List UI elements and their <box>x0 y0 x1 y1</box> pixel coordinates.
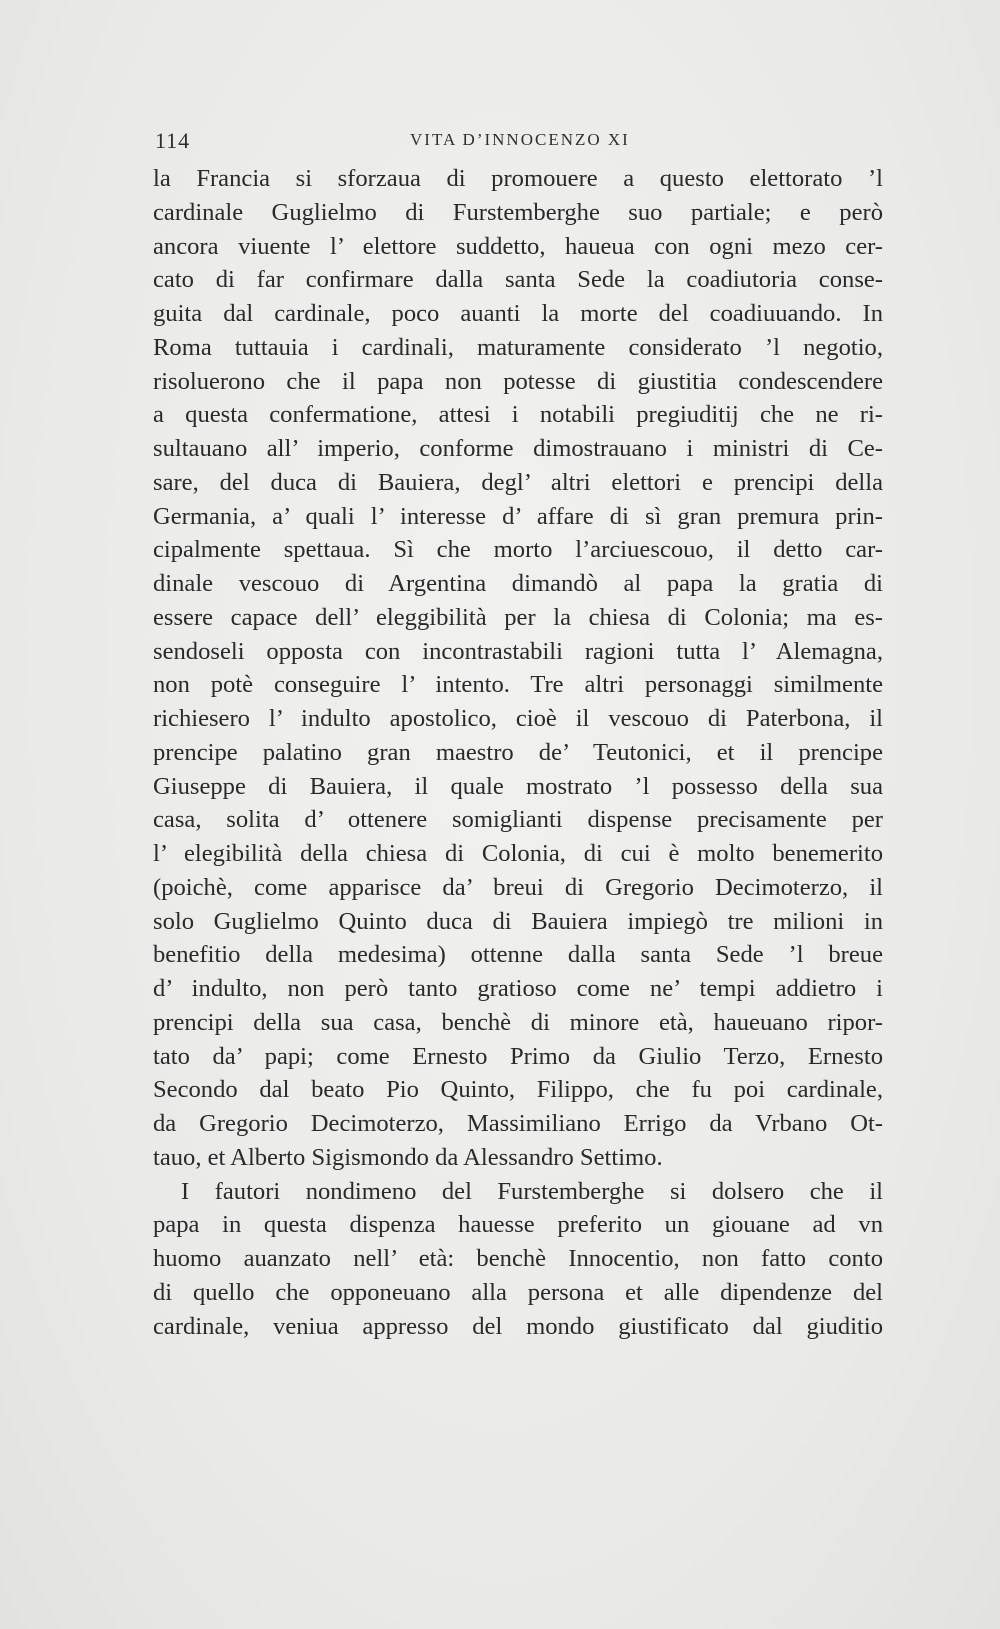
text-line: sendoseli opposta con incontrastabili ragioni tutta l’ Alemagna, <box>153 637 883 665</box>
text-line: ancora viuente l’ elettore suddetto, haueua con ogni mezo cer- <box>153 232 883 260</box>
text-line: casa, solita d’ ottenere somiglianti dispense precisamente per <box>153 806 883 834</box>
paragraph-end-line: tauo, et Alberto Sigismondo da Alessandro Settimo. <box>153 1143 663 1171</box>
text-line: huomo auanzato nell’ età: benchè Innocentio, non fatto conto <box>153 1245 883 1272</box>
text-line: guita dal cardinale, poco auanti la morte del coadiuuando. In <box>153 300 883 327</box>
paragraph-start-line: I fautori nondimeno del Furstemberghe si dolsero che il <box>181 1177 883 1205</box>
text-line: sare, del duca di Bauiera, degl’ altri elettori e prencipi della <box>153 468 883 496</box>
text-line: sultauano all’ imperio, conforme dimostrauano i ministri di Ce- <box>153 435 883 462</box>
text-line: (poichè, come apparisce da’ breui di Gregorio Decimoterzo, il <box>153 873 883 901</box>
text-line: papa in questa dispenza hauesse preferito un giouane ad vn <box>153 1211 883 1239</box>
text-line: cardinale, veniua appresso del mondo giustificato dal giuditio <box>153 1312 883 1340</box>
text-line: solo Guglielmo Quinto duca di Bauiera impiegò tre milioni in <box>153 907 883 935</box>
text-line: cipalmente spettaua. Sì che morto l’arciuescouo, il detto car- <box>153 536 883 564</box>
text-line: a questa confermatione, attesi i notabili pregiuditij che ne ri- <box>153 401 883 429</box>
running-head <box>155 128 880 158</box>
text-line: richiesero l’ indulto apostolico, cioè il vescouo di Paterbona, il <box>153 705 883 732</box>
text-line: prencipi della sua casa, benchè di minore età, haueuano ripor- <box>153 1008 883 1036</box>
text-line: tato da’ papi; come Ernesto Primo da Giulio Terzo, Ernesto <box>153 1042 883 1070</box>
page-number: 114 <box>155 128 191 153</box>
text-line: prencipe palatino gran maestro de’ Teutonici, et il prencipe <box>153 738 883 766</box>
text-line: la Francia si sforzaua di promouere a questo elettorato ’l <box>153 165 883 192</box>
text-line: essere capace dell’ eleggibilità per la chiesa di Colonia; ma es- <box>153 603 883 631</box>
text-line: Secondo dal beato Pio Quinto, Filippo, che fu poi cardinale, <box>153 1076 883 1104</box>
text-line: non potè conseguire l’ intento. Tre altri personaggi similmente <box>153 671 883 699</box>
text-line: dinale vescouo di Argentina dimandò al papa la gratia di <box>153 570 883 597</box>
text-line: di quello che opponeuano alla persona et alle dipendenze del <box>153 1278 883 1306</box>
text-line: Giuseppe di Bauiera, il quale mostrato ’l possesso della sua <box>153 772 883 800</box>
text-line: da Gregorio Decimoterzo, Massimiliano Errigo da Vrbano Ot- <box>153 1110 883 1137</box>
text-line: Germania, a’ quali l’ interesse d’ affare di sì gran premura prin- <box>153 502 883 530</box>
text-line: l’ elegibilità della chiesa di Colonia, di cui è molto benemerito <box>153 840 883 867</box>
text-line: benefitio della medesima) ottenne dalla santa Sede ’l breue <box>153 941 883 969</box>
text-line: risoluerono che il papa non potesse di giustitia condescendere <box>153 367 883 395</box>
text-line: d’ indulto, non però tanto gratioso come ne’ tempi addietro i <box>153 975 883 1002</box>
body-text <box>153 162 883 1343</box>
running-title: VITA D’INNOCENZO XI <box>410 130 630 149</box>
text-line: cato di far confirmare dalla santa Sede la coadiutoria conse- <box>153 266 883 294</box>
text-line: cardinale Guglielmo di Furstemberghe suo partiale; e però <box>153 198 883 226</box>
text-line: Roma tuttauia i cardinali, maturamente considerato ’l negotio, <box>153 333 883 361</box>
